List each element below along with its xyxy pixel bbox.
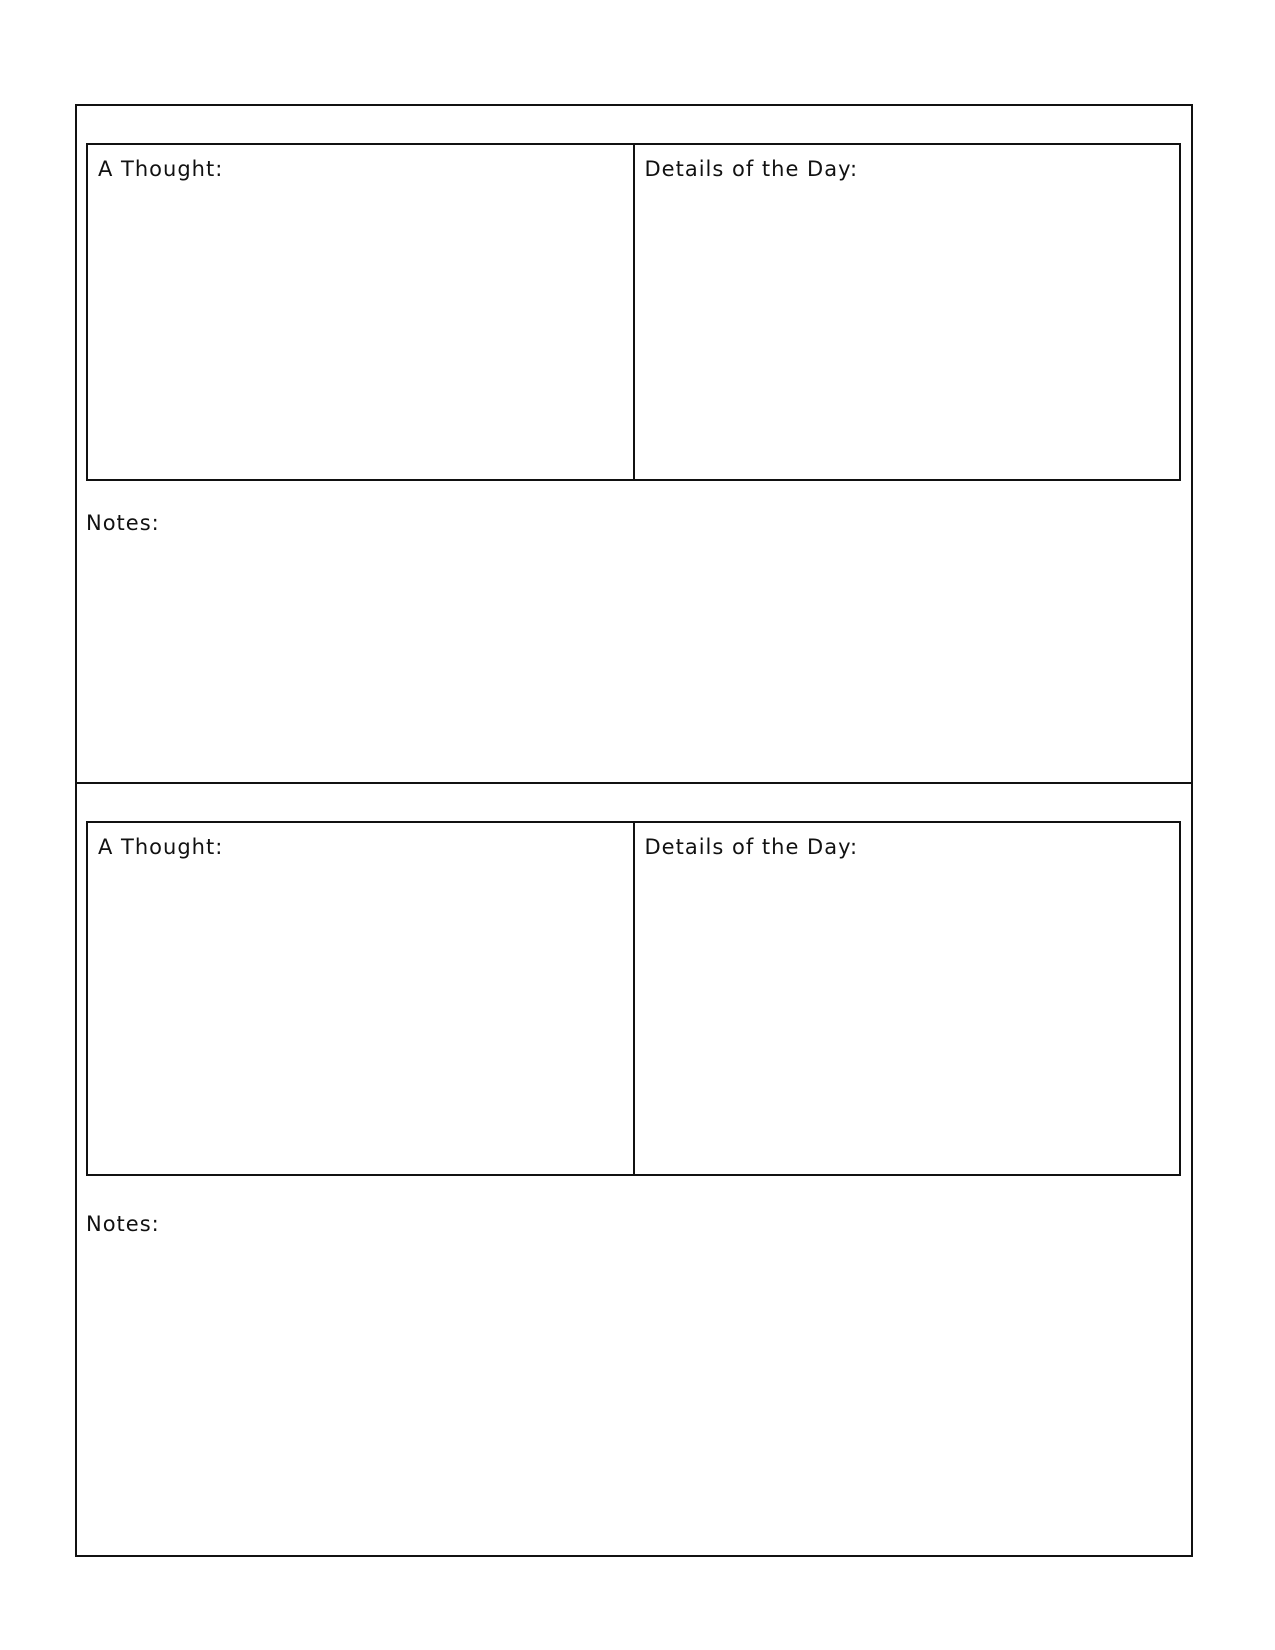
journal-page-frame xyxy=(75,104,1193,1557)
entry-2-notes-label: Notes: xyxy=(86,1212,160,1236)
entry-2-details-label: Details of the Day: xyxy=(644,835,859,859)
entry-2-thought-label: A Thought: xyxy=(98,835,224,859)
entry-2-details-box[interactable] xyxy=(635,823,1180,1174)
entry-1-notes-label: Notes: xyxy=(86,511,160,535)
entry-1-thought-box[interactable] xyxy=(88,145,635,479)
journal-entry-1 xyxy=(77,106,1191,784)
entry-1-details-label: Details of the Day: xyxy=(644,157,859,181)
entry-1-details-box[interactable] xyxy=(635,145,1180,479)
entry-1-notes-area[interactable] xyxy=(86,546,1182,772)
entry-2-top-grid xyxy=(86,821,1181,1176)
entry-1-top-grid xyxy=(86,143,1181,481)
journal-entry-2 xyxy=(77,784,1191,1555)
entry-1-thought-label: A Thought: xyxy=(98,157,224,181)
entry-2-thought-box[interactable] xyxy=(88,823,635,1174)
entry-2-notes-area[interactable] xyxy=(86,1247,1182,1545)
